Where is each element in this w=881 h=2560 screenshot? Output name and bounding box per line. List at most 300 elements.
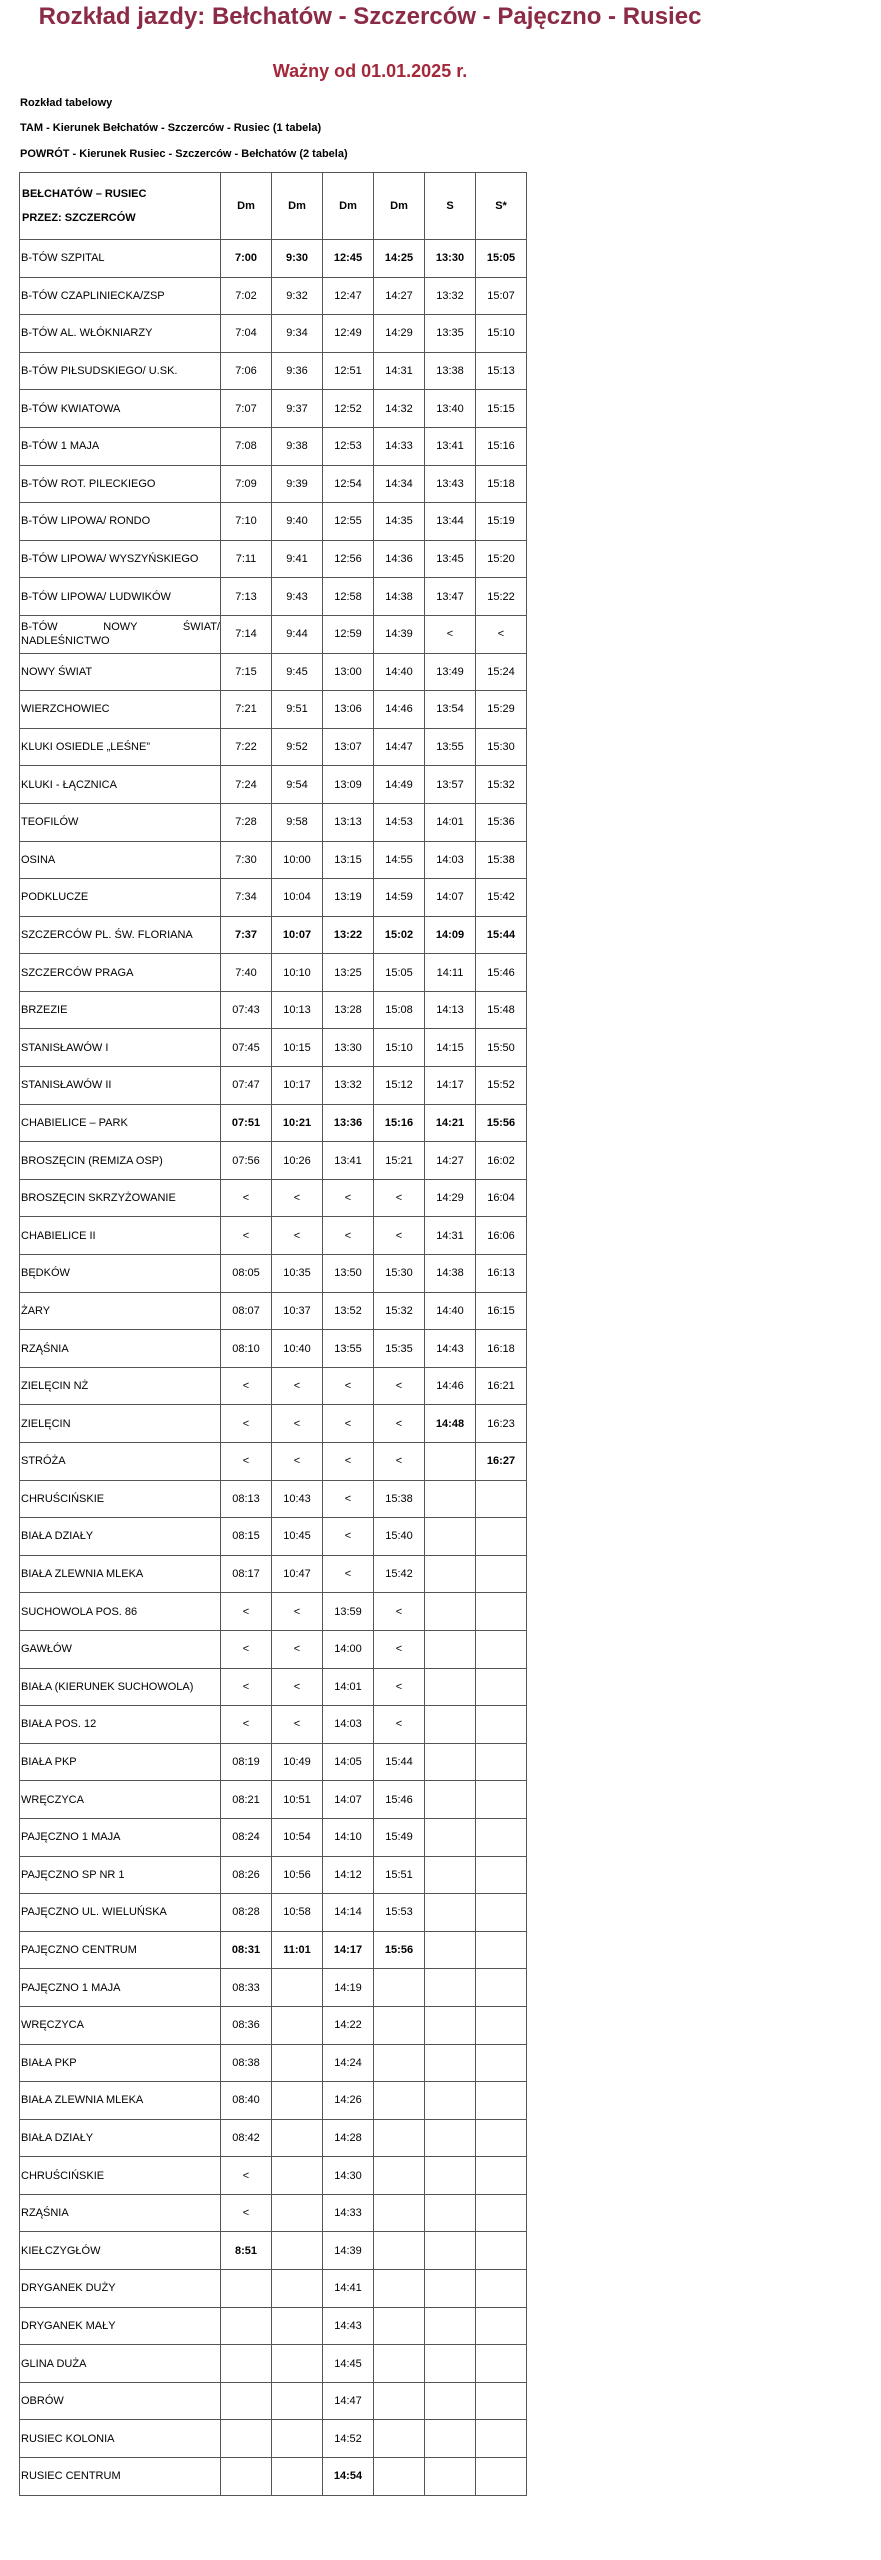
- table-row: [20, 1931, 527, 1969]
- departure-time: 7:11: [221, 540, 272, 578]
- departure-time: 10:35: [272, 1255, 323, 1293]
- departure-time: 10:47: [272, 1555, 323, 1593]
- departure-time: 13:54: [425, 691, 476, 729]
- departure-time: [425, 2157, 476, 2195]
- stop-name: B-TÓW 1 MAJA: [20, 427, 221, 465]
- departure-time: [374, 2270, 425, 2308]
- departure-time: 15:44: [374, 1743, 425, 1781]
- departure-time: [272, 2194, 323, 2232]
- departure-time: [476, 2194, 527, 2232]
- departure-time: <: [374, 1706, 425, 1744]
- departure-time: <: [374, 1367, 425, 1405]
- departure-time: 08:42: [221, 2119, 272, 2157]
- departure-time: 14:13: [425, 991, 476, 1029]
- departure-time: [272, 2006, 323, 2044]
- departure-time: [425, 2270, 476, 2308]
- departure-time: [476, 1480, 527, 1518]
- stop-name: SZCZERCÓW PRAGA: [20, 954, 221, 992]
- departure-time: 14:55: [374, 841, 425, 879]
- departure-time: 15:51: [374, 1856, 425, 1894]
- departure-time: 08:19: [221, 1743, 272, 1781]
- departure-time: [476, 2307, 527, 2345]
- departure-time: 12:53: [323, 427, 374, 465]
- departure-time: 07:47: [221, 1067, 272, 1105]
- departure-time: [425, 1593, 476, 1631]
- stop-name: BIAŁA PKP: [20, 1743, 221, 1781]
- departure-time: 14:53: [374, 803, 425, 841]
- departure-time: [476, 1931, 527, 1969]
- departure-time: 14:54: [323, 2458, 374, 2496]
- departure-time: 14:59: [374, 879, 425, 917]
- stop-name: RZĄŚNIA: [20, 1330, 221, 1368]
- departure-time: 08:05: [221, 1255, 272, 1293]
- departure-time: 13:22: [323, 916, 374, 954]
- column-header: S: [425, 173, 476, 240]
- departure-time: 15:46: [374, 1781, 425, 1819]
- stop-name: RZĄŚNIA: [20, 2194, 221, 2232]
- departure-time: 13:30: [425, 240, 476, 278]
- departure-time: 14:21: [425, 1104, 476, 1142]
- departure-time: [425, 1443, 476, 1481]
- departure-time: [425, 2082, 476, 2120]
- departure-time: [476, 2006, 527, 2044]
- departure-time: 10:51: [272, 1781, 323, 1819]
- departure-time: [374, 2307, 425, 2345]
- departure-time: 7:21: [221, 691, 272, 729]
- stop-name: PAJĘCZNO 1 MAJA: [20, 1818, 221, 1856]
- departure-time: [272, 2270, 323, 2308]
- departure-time: 13:43: [425, 465, 476, 503]
- departure-time: <: [221, 1593, 272, 1631]
- table-row: [20, 841, 527, 879]
- departure-time: 16:15: [476, 1292, 527, 1330]
- departure-time: [425, 1856, 476, 1894]
- departure-time: 13:59: [323, 1593, 374, 1631]
- stop-name: GAWŁÓW: [20, 1630, 221, 1668]
- departure-time: 08:10: [221, 1330, 272, 1368]
- departure-time: [476, 2232, 527, 2270]
- departure-time: <: [221, 1367, 272, 1405]
- departure-time: 16:23: [476, 1405, 527, 1443]
- valid-from-heading: Ważny od 01.01.2025 r.: [272, 61, 468, 81]
- stop-name: STANISŁAWÓW II: [20, 1067, 221, 1105]
- table-row: [20, 1330, 527, 1368]
- table-row: [20, 1818, 527, 1856]
- stop-name: CHABIELICE – PARK: [20, 1104, 221, 1142]
- stop-name: B-TÓW CZAPLINIECKA/ZSP: [20, 277, 221, 315]
- table-row: [20, 315, 527, 353]
- departure-time: 08:31: [221, 1931, 272, 1969]
- departure-time: 14:38: [374, 578, 425, 616]
- table-row: [20, 615, 527, 653]
- departure-time: 14:12: [323, 1856, 374, 1894]
- departure-time: [272, 1969, 323, 2007]
- departure-time: 16:02: [476, 1142, 527, 1180]
- departure-time: [476, 2420, 527, 2458]
- table-row: [20, 1217, 527, 1255]
- stop-name: PAJĘCZNO CENTRUM: [20, 1931, 221, 1969]
- departure-time: 14:43: [425, 1330, 476, 1368]
- stop-name: PAJĘCZNO SP NR 1: [20, 1856, 221, 1894]
- table-row: [20, 691, 527, 729]
- departure-time: 15:13: [476, 352, 527, 390]
- stop-name: KIEŁCZYGŁÓW: [20, 2232, 221, 2270]
- table-row: [20, 1593, 527, 1631]
- departure-time: 14:38: [425, 1255, 476, 1293]
- departure-time: 15:16: [374, 1104, 425, 1142]
- stop-name: DRYGANEK DUŻY: [20, 2270, 221, 2308]
- departure-time: [425, 2458, 476, 2496]
- departure-time: [221, 2307, 272, 2345]
- departure-time: [476, 2082, 527, 2120]
- table-row: [20, 2006, 527, 2044]
- departure-time: 7:02: [221, 277, 272, 315]
- departure-time: 15:46: [476, 954, 527, 992]
- table-row: [20, 2307, 527, 2345]
- table-row: [20, 2458, 527, 2496]
- stop-name: CHRUŚCIŃSKIE: [20, 2157, 221, 2195]
- departure-time: [425, 1931, 476, 1969]
- departure-time: 14:46: [425, 1367, 476, 1405]
- departure-time: 08:38: [221, 2044, 272, 2082]
- departure-time: [425, 1480, 476, 1518]
- departure-time: 08:15: [221, 1518, 272, 1556]
- departure-time: [476, 1818, 527, 1856]
- departure-time: 13:50: [323, 1255, 374, 1293]
- departure-time: 15:40: [374, 1518, 425, 1556]
- departure-time: [374, 2232, 425, 2270]
- departure-time: 15:12: [374, 1067, 425, 1105]
- departure-time: [476, 2345, 527, 2383]
- stop-name: DRYGANEK MAŁY: [20, 2307, 221, 2345]
- departure-time: 14:39: [323, 2232, 374, 2270]
- departure-time: 7:40: [221, 954, 272, 992]
- departure-time: [374, 2006, 425, 2044]
- departure-time: 14:33: [323, 2194, 374, 2232]
- departure-time: 14:29: [425, 1179, 476, 1217]
- stop-name: B-TÓW AL. WŁÓKNIARZY: [20, 315, 221, 353]
- table-row: [20, 1969, 527, 2007]
- stop-name: BIAŁA POS. 12: [20, 1706, 221, 1744]
- stop-name: BIAŁA (KIERUNEK SUCHOWOLA): [20, 1668, 221, 1706]
- departure-time: 14:14: [323, 1894, 374, 1932]
- departure-time: [425, 2044, 476, 2082]
- departure-time: [476, 1630, 527, 1668]
- departure-time: [425, 1706, 476, 1744]
- route-header-line2: PRZEZ: SZCZERCÓW: [22, 212, 136, 224]
- departure-time: [476, 1743, 527, 1781]
- departure-time: 14:01: [425, 803, 476, 841]
- departure-time: 15:56: [476, 1104, 527, 1142]
- departure-time: 14:03: [323, 1706, 374, 1744]
- departure-time: [425, 2307, 476, 2345]
- departure-time: 9:32: [272, 277, 323, 315]
- departure-time: [425, 1518, 476, 1556]
- departure-time: 7:08: [221, 427, 272, 465]
- departure-time: 12:52: [323, 390, 374, 428]
- departure-time: <: [221, 2157, 272, 2195]
- departure-time: 13:52: [323, 1292, 374, 1330]
- departure-time: [221, 2270, 272, 2308]
- departure-time: <: [272, 1443, 323, 1481]
- departure-time: 14:10: [323, 1818, 374, 1856]
- table-row: [20, 991, 527, 1029]
- departure-time: [476, 2157, 527, 2195]
- direction-powrot: POWRÓT - Kierunek Rusiec - Szczerców - Bełchatów (2 tabela): [20, 148, 348, 160]
- table-row: [20, 954, 527, 992]
- departure-time: 15:21: [374, 1142, 425, 1180]
- departure-time: 13:00: [323, 653, 374, 691]
- departure-time: 16:18: [476, 1330, 527, 1368]
- stop-name: B-TÓW LIPOWA/ WYSZYŃSKIEGO: [20, 540, 221, 578]
- departure-time: [374, 2157, 425, 2195]
- table-row: [20, 2382, 527, 2420]
- departure-time: 14:47: [323, 2382, 374, 2420]
- departure-time: 15:05: [476, 240, 527, 278]
- departure-time: 7:28: [221, 803, 272, 841]
- departure-time: <: [323, 1405, 374, 1443]
- departure-time: [221, 2345, 272, 2383]
- stop-name: RUSIEC KOLONIA: [20, 2420, 221, 2458]
- departure-time: 14:07: [323, 1781, 374, 1819]
- departure-time: 13:09: [323, 766, 374, 804]
- stop-name: BRZEZIE: [20, 991, 221, 1029]
- departure-time: [425, 1818, 476, 1856]
- departure-time: [272, 2420, 323, 2458]
- departure-time: [425, 1894, 476, 1932]
- departure-time: 14:05: [323, 1743, 374, 1781]
- table-row: [20, 1255, 527, 1293]
- departure-time: 07:51: [221, 1104, 272, 1142]
- departure-time: [476, 1781, 527, 1819]
- column-header: Dm: [323, 173, 374, 240]
- departure-time: 08:21: [221, 1781, 272, 1819]
- departure-time: <: [272, 1630, 323, 1668]
- stop-name: PODKLUCZE: [20, 879, 221, 917]
- table-row: [20, 2194, 527, 2232]
- departure-time: [476, 2458, 527, 2496]
- departure-time: 15:53: [374, 1894, 425, 1932]
- stop-name: STRÓŻA: [20, 1443, 221, 1481]
- stop-name: CHABIELICE II: [20, 1217, 221, 1255]
- table-row: [20, 1630, 527, 1668]
- stop-name: PAJĘCZNO 1 MAJA: [20, 1969, 221, 2007]
- departure-time: 15:38: [374, 1480, 425, 1518]
- departure-time: 16:21: [476, 1367, 527, 1405]
- departure-time: [476, 1593, 527, 1631]
- departure-time: 14:25: [374, 240, 425, 278]
- departure-time: <: [221, 2194, 272, 2232]
- stop-name: GLINA DUŻA: [20, 2345, 221, 2383]
- departure-time: [476, 1969, 527, 2007]
- departure-time: 9:38: [272, 427, 323, 465]
- timetable-label: Rozkład tabelowy: [20, 97, 113, 109]
- departure-time: <: [323, 1179, 374, 1217]
- departure-time: [476, 2119, 527, 2157]
- departure-time: 10:43: [272, 1480, 323, 1518]
- departure-time: [272, 2157, 323, 2195]
- table-row: [20, 2345, 527, 2383]
- departure-time: 14:33: [374, 427, 425, 465]
- departure-time: [425, 2119, 476, 2157]
- departure-time: [476, 2270, 527, 2308]
- departure-time: [476, 1518, 527, 1556]
- departure-time: 07:43: [221, 991, 272, 1029]
- departure-time: 08:17: [221, 1555, 272, 1593]
- departure-time: 16:04: [476, 1179, 527, 1217]
- departure-time: 9:45: [272, 653, 323, 691]
- stop-name: KLUKI - ŁĄCZNICA: [20, 766, 221, 804]
- departure-time: 7:13: [221, 578, 272, 616]
- departure-time: 10:13: [272, 991, 323, 1029]
- departure-time: <: [221, 1630, 272, 1668]
- departure-time: 15:30: [476, 728, 527, 766]
- stop-name: STANISŁAWÓW I: [20, 1029, 221, 1067]
- departure-time: 7:09: [221, 465, 272, 503]
- departure-time: 14:46: [374, 691, 425, 729]
- departure-time: [221, 2382, 272, 2420]
- departure-time: 15:20: [476, 540, 527, 578]
- departure-time: 7:10: [221, 503, 272, 541]
- departure-time: 14:07: [425, 879, 476, 917]
- departure-time: [272, 2307, 323, 2345]
- departure-time: 08:40: [221, 2082, 272, 2120]
- table-row: [20, 1706, 527, 1744]
- table-row: [20, 653, 527, 691]
- departure-time: [374, 2458, 425, 2496]
- route-header: [20, 173, 221, 240]
- direction-tam: TAM - Kierunek Bełchatów - Szczerców - Rusiec (1 tabela): [20, 122, 322, 134]
- departure-time: 14:52: [323, 2420, 374, 2458]
- departure-time: 9:52: [272, 728, 323, 766]
- departure-time: 08:07: [221, 1292, 272, 1330]
- table-row: [20, 766, 527, 804]
- table-row: [20, 540, 527, 578]
- departure-time: 15:52: [476, 1067, 527, 1105]
- departure-time: 9:54: [272, 766, 323, 804]
- departure-time: 7:24: [221, 766, 272, 804]
- departure-time: <: [323, 1443, 374, 1481]
- departure-time: [425, 1781, 476, 1819]
- departure-time: 10:40: [272, 1330, 323, 1368]
- departure-time: 15:50: [476, 1029, 527, 1067]
- departure-time: 14:09: [425, 916, 476, 954]
- departure-time: 07:56: [221, 1142, 272, 1180]
- column-header: S*: [476, 173, 527, 240]
- departure-time: 15:10: [374, 1029, 425, 1067]
- table-row: [20, 1781, 527, 1819]
- stop-name: NOWY ŚWIAT: [20, 653, 221, 691]
- stop-name: RUSIEC CENTRUM: [20, 2458, 221, 2496]
- departure-time: [272, 2082, 323, 2120]
- departure-time: 13:30: [323, 1029, 374, 1067]
- departure-time: 15:32: [374, 1292, 425, 1330]
- departure-time: [425, 2382, 476, 2420]
- departure-time: 10:21: [272, 1104, 323, 1142]
- stop-name: TEOFILÓW: [20, 803, 221, 841]
- stop-name: ZIELĘCIN NŻ: [20, 1367, 221, 1405]
- departure-time: 13:41: [425, 427, 476, 465]
- departure-time: 13:15: [323, 841, 374, 879]
- table-row: [20, 1292, 527, 1330]
- table-row: [20, 1856, 527, 1894]
- departure-time: 08:26: [221, 1856, 272, 1894]
- departure-time: 7:15: [221, 653, 272, 691]
- departure-time: 10:10: [272, 954, 323, 992]
- departure-time: 9:30: [272, 240, 323, 278]
- departure-time: 15:35: [374, 1330, 425, 1368]
- departure-time: 12:45: [323, 240, 374, 278]
- departure-time: <: [221, 1179, 272, 1217]
- departure-time: 9:40: [272, 503, 323, 541]
- departure-time: 7:22: [221, 728, 272, 766]
- departure-time: <: [221, 1443, 272, 1481]
- departure-time: 13:19: [323, 879, 374, 917]
- departure-time: 7:00: [221, 240, 272, 278]
- departure-time: 12:51: [323, 352, 374, 390]
- stop-name: B-TÓW PIŁSUDSKIEGO/ U.SK.: [20, 352, 221, 390]
- departure-time: <: [374, 1443, 425, 1481]
- stop-name: WRĘCZYCA: [20, 1781, 221, 1819]
- table-row: [20, 352, 527, 390]
- departure-time: 08:33: [221, 1969, 272, 2007]
- departure-time: [476, 1706, 527, 1744]
- departure-time: <: [221, 1217, 272, 1255]
- departure-time: 15:05: [374, 954, 425, 992]
- departure-time: 9:37: [272, 390, 323, 428]
- departure-time: 14:39: [374, 615, 425, 653]
- stop-name: BIAŁA ZLEWNIA MLEKA: [20, 2082, 221, 2120]
- table-row: [20, 879, 527, 917]
- column-header: Dm: [272, 173, 323, 240]
- departure-time: <: [323, 1217, 374, 1255]
- departure-time: [425, 1668, 476, 1706]
- table-row: [20, 2420, 527, 2458]
- departure-time: 14:28: [323, 2119, 374, 2157]
- departure-time: 10:04: [272, 879, 323, 917]
- departure-time: <: [272, 1593, 323, 1631]
- departure-time: 14:41: [323, 2270, 374, 2308]
- table-row: [20, 2232, 527, 2270]
- departure-time: 14:48: [425, 1405, 476, 1443]
- departure-time: 14:27: [374, 277, 425, 315]
- page-title: Rozkład jazdy: Bełchatów - Szczerców - Pajęczno - Rusiec: [38, 3, 702, 30]
- departure-time: 15:29: [476, 691, 527, 729]
- departure-time: 14:34: [374, 465, 425, 503]
- departure-time: <: [374, 1668, 425, 1706]
- departure-time: <: [323, 1518, 374, 1556]
- departure-time: 14:15: [425, 1029, 476, 1067]
- table-row: [20, 2044, 527, 2082]
- column-header: Dm: [374, 173, 425, 240]
- departure-time: 14:01: [323, 1668, 374, 1706]
- departure-time: [221, 2420, 272, 2458]
- departure-time: <: [374, 1217, 425, 1255]
- stop-name: BIAŁA DZIAŁY: [20, 1518, 221, 1556]
- departure-time: 10:45: [272, 1518, 323, 1556]
- departure-time: 7:04: [221, 315, 272, 353]
- table-row: [20, 503, 527, 541]
- stop-name: KLUKI OSIEDLE „LEŚNE”: [20, 728, 221, 766]
- departure-time: <: [272, 1217, 323, 1255]
- departure-time: 14:27: [425, 1142, 476, 1180]
- table-row: [20, 1179, 527, 1217]
- departure-time: 14:00: [323, 1630, 374, 1668]
- table-row: [20, 1518, 527, 1556]
- departure-time: [425, 2345, 476, 2383]
- departure-time: 7:14: [221, 615, 272, 653]
- timetable-header-row: [20, 173, 527, 240]
